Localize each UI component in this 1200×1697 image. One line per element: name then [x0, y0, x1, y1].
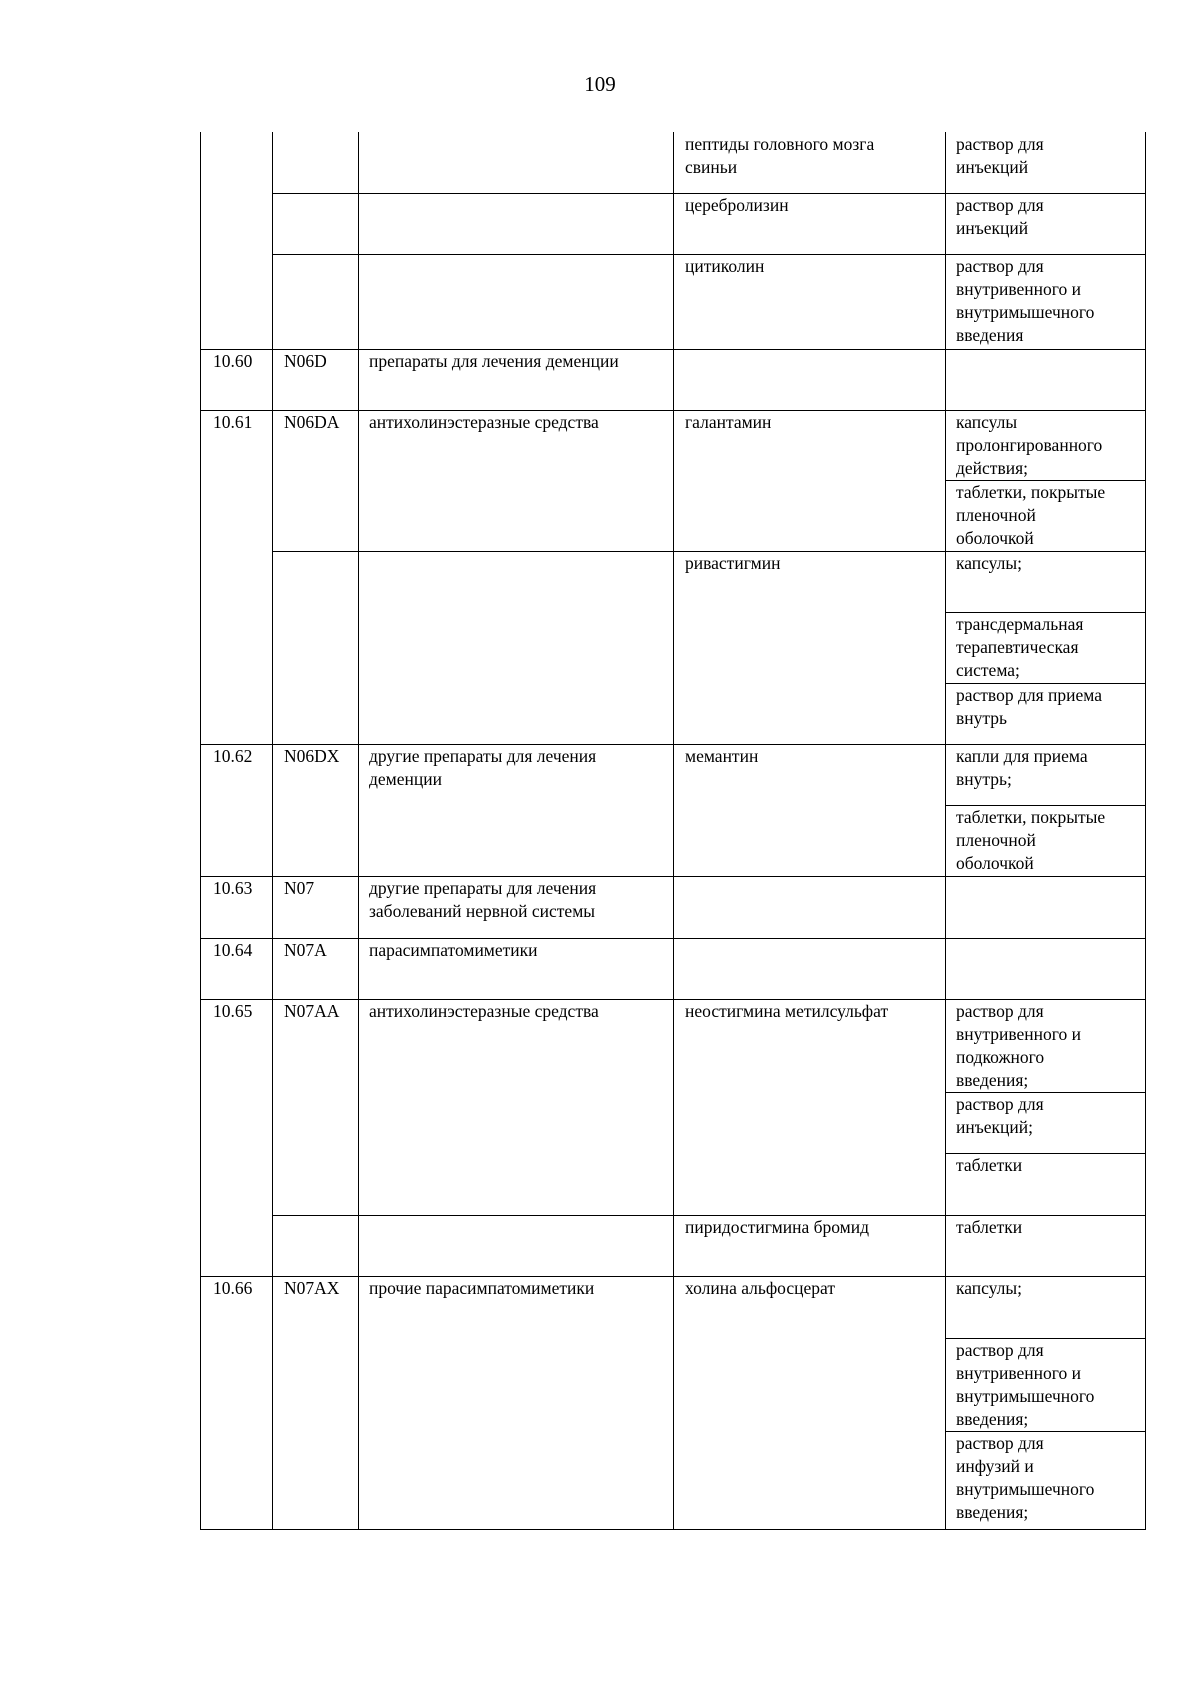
col-divider	[272, 132, 273, 1529]
drug-name: холина альфосцерат	[685, 1278, 835, 1298]
dosage-form: капсулы пролонгированного действия;	[956, 412, 1103, 478]
group-name: парасимпатомиметики	[369, 940, 538, 960]
atc-code: N07AA	[284, 1001, 340, 1021]
drug-name: цитиколин	[685, 256, 765, 276]
dosage-form: капсулы;	[956, 553, 1023, 573]
dosage-form: таблетки	[956, 1217, 1023, 1237]
row-divider	[201, 349, 1146, 350]
group-name: антихолинэстеразные средства	[369, 412, 599, 432]
drug-name: неостигмина метилсульфат	[685, 1001, 889, 1021]
row-number: 10.63	[213, 878, 253, 898]
group-name: антихолинэстеразные средства	[369, 1001, 599, 1021]
row-number: 10.64	[213, 940, 253, 960]
row-divider	[201, 938, 1146, 939]
atc-code: N07A	[284, 940, 327, 960]
dosage-form: раствор для внутривенного и внутримышечного введения;	[956, 1340, 1095, 1429]
row-number: 10.65	[213, 1001, 253, 1021]
dosage-form: раствор для внутривенного и подкожного введения;	[956, 1001, 1081, 1090]
drug-name: пептиды головного мозга свиньи	[685, 134, 875, 177]
atc-code: N06D	[284, 351, 327, 371]
col-divider	[945, 132, 946, 1529]
dosage-form: капли для приема внутрь;	[956, 746, 1088, 789]
dosage-form: капсулы;	[956, 1278, 1023, 1298]
drug-table	[200, 132, 1146, 1530]
dosage-form: раствор для инъекций	[956, 195, 1044, 238]
group-name: прочие парасимпатомиметики	[369, 1278, 595, 1298]
row-number: 10.62	[213, 746, 253, 766]
drug-name: пиридостигмина бромид	[685, 1217, 870, 1237]
group-name: другие препараты для лечения деменции	[369, 746, 597, 789]
drug-name: ривастигмин	[685, 553, 781, 573]
dosage-form: раствор для приема внутрь	[956, 685, 1102, 728]
group-name: препараты для лечения деменции	[369, 351, 619, 371]
dosage-form: раствор для инъекций;	[956, 1094, 1044, 1137]
group-name: другие препараты для лечения заболеваний нервной системы	[369, 878, 597, 921]
row-number: 10.61	[213, 412, 253, 432]
page-number: 109	[584, 72, 616, 96]
drug-name: галантамин	[685, 412, 772, 432]
drug-name: церебролизин	[685, 195, 789, 215]
atc-code: N07	[284, 878, 315, 898]
row-number: 10.60	[213, 351, 253, 371]
atc-code: N06DX	[284, 746, 340, 766]
atc-code: N06DA	[284, 412, 340, 432]
row-number: 10.66	[213, 1278, 253, 1298]
dosage-form: таблетки, покрытые пленочной оболочкой	[956, 807, 1106, 873]
dosage-form: раствор для внутривенного и внутримышечного введения	[956, 256, 1095, 345]
dosage-form: таблетки, покрытые пленочной оболочкой	[956, 482, 1106, 548]
dosage-form: раствор для инъекций	[956, 134, 1044, 177]
atc-code: N07AX	[284, 1278, 340, 1298]
dosage-form: раствор для инфузий и внутримышечного введения;	[956, 1433, 1095, 1522]
row-divider	[201, 876, 1146, 877]
col-divider	[358, 132, 359, 1529]
dosage-form: трансдермальная терапевтическая система;	[956, 614, 1084, 680]
col-divider	[673, 132, 674, 1529]
dosage-form: таблетки	[956, 1155, 1023, 1175]
drug-name: мемантин	[685, 746, 759, 766]
